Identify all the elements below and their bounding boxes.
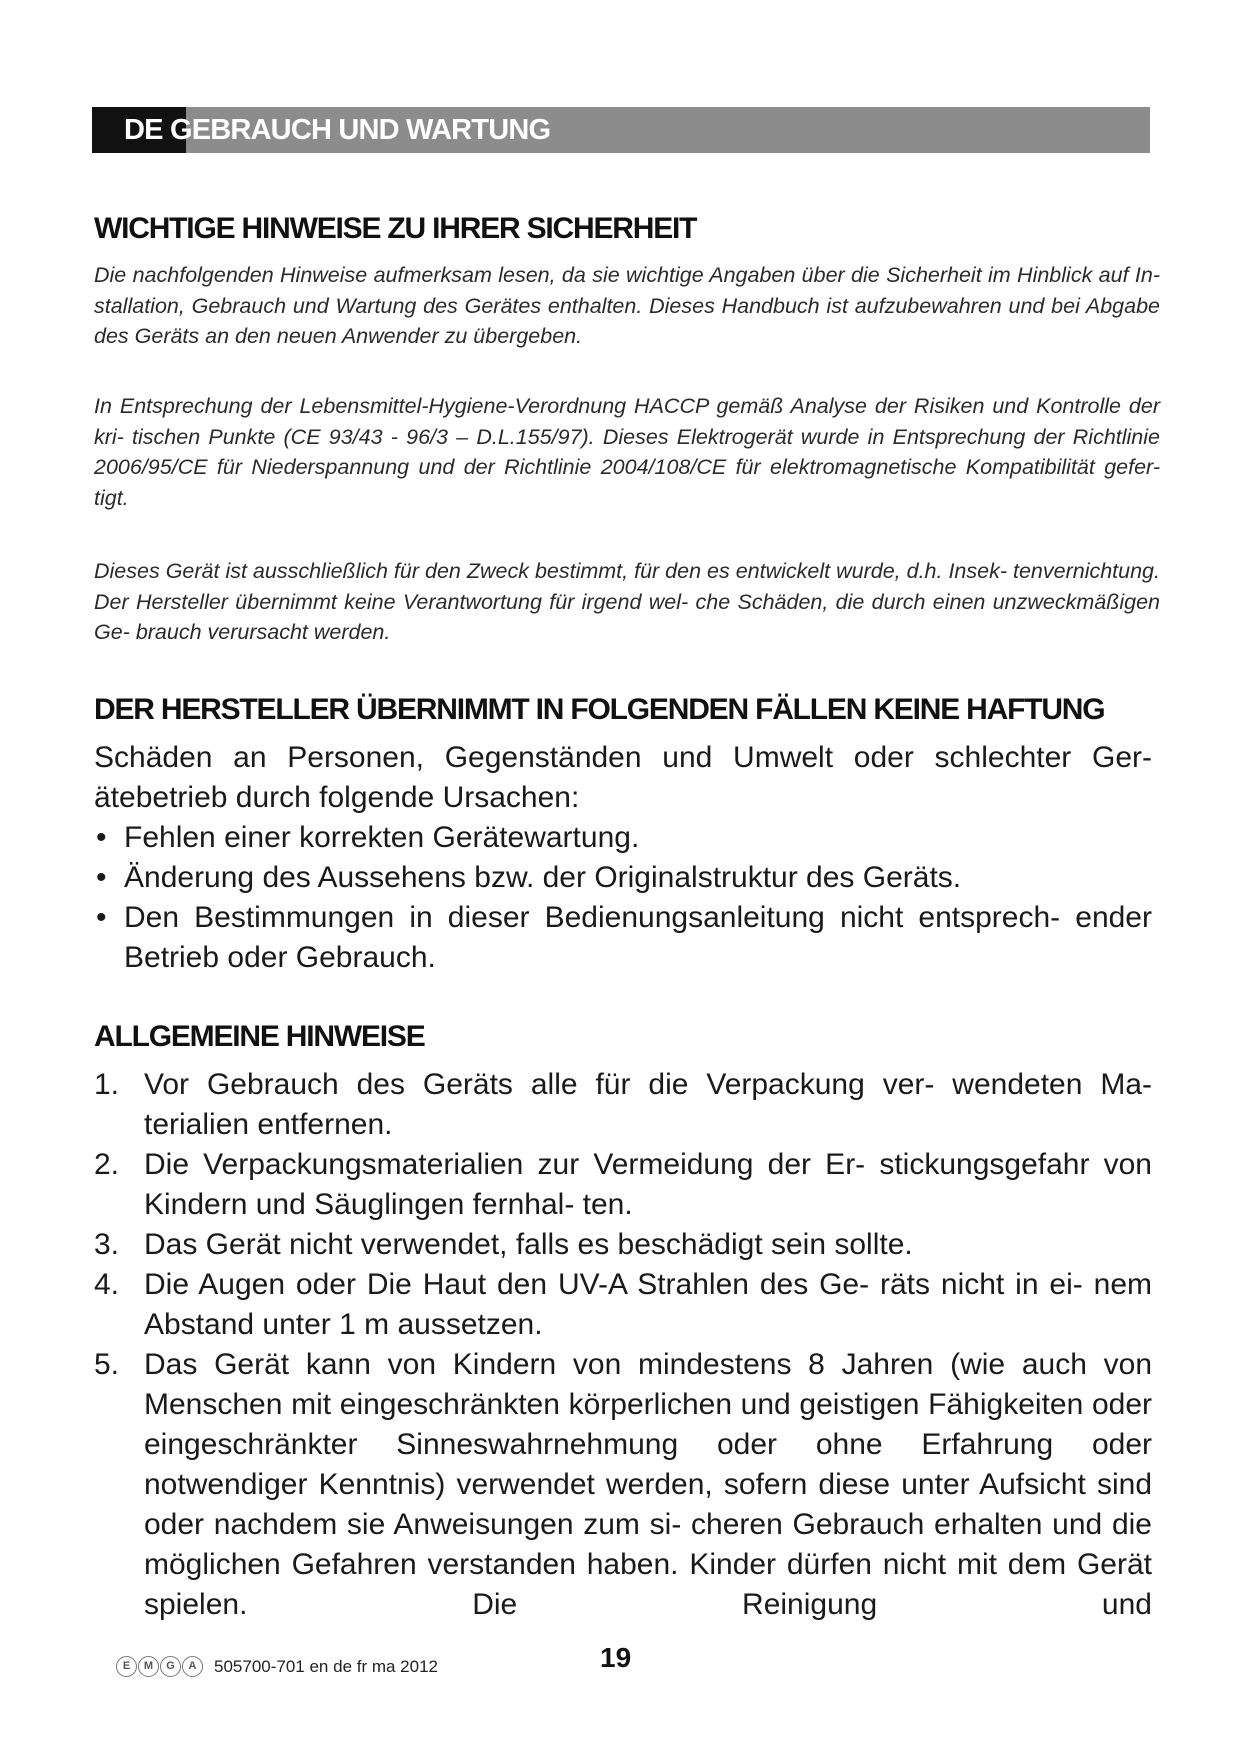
bullet-icon: •: [96, 901, 107, 934]
liability-heading: DER HERSTELLER ÜBERNIMMT IN FOLGENDEN FÄLLEN KEINE HAFTUNG: [94, 693, 1105, 726]
list-item: • Änderung des Aussehens bzw. der Originalstruktur des Geräts.: [94, 858, 1152, 898]
haccp-notice: [94, 391, 1160, 513]
intended-use-paragraph: Dieses Gerät ist ausschließlich für den Zweck bestimmt, für den es entwickelt wurde, d.h. Insek- tenvernichtung. Der Hersteller übernimmt keine Verantwortung für irgend wel- che Schäden, die durch einen unzweckmäßigen Ge- brauch verursacht werden.: [94, 559, 1160, 644]
general-notes-section: [94, 1065, 1152, 1625]
list-item: 3. Das Gerät nicht verwendet, falls es beschädigt sein sollte.: [94, 1228, 913, 1261]
list-item: 4. Die Augen oder Die Haut den UV-A Strahlen des Ge- räts nicht in ei- nem Abstand unter 1 m aussetzen.: [94, 1268, 1152, 1341]
bullet-icon: •: [96, 861, 107, 894]
section-header-bar: [92, 107, 1150, 153]
document-code: 505700-701 en de fr ma 2012: [214, 1656, 439, 1676]
list-item: 5. Das Gerät kann von Kindern von mindestens 8 Jahren (wie auch von Menschen mit eingeschränkten körperlichen und geistigen Fähigkeiten oder eingeschränkter Sinneswahrnehmung oder ohne Erfahrung oder notwendiger Kenntnis) verwendet werden, sofern diese unter Aufsicht sind oder nachdem sie Anweisungen zum si- cheren Gebrauch erhalten und die möglichen Gefahren verstanden haben. Kinder dürfen nicht mit dem Gerät spielen. Die Reinigung und: [94, 1348, 1152, 1621]
safety-intro: [94, 260, 1160, 352]
bullet-icon: •: [96, 821, 107, 854]
general-notes-heading: ALLGEMEINE HINWEISE: [94, 1020, 425, 1053]
safety-paragraph: Die nachfolgenden Hinweise aufmerksam lesen, da sie wichtige Angaben über die Sicherheit im Hinblick auf In- stallation, Gebrauch und Wartung des Gerätes enthalten. Dieses Handbuch ist aufzubewahren und bei Abgabe des Geräts an den neuen Anwender zu übergeben.: [94, 263, 1160, 348]
intended-use-notice: [94, 556, 1160, 648]
page-number: 19: [600, 1642, 632, 1673]
liability-section: [94, 738, 1152, 978]
list-item: 1. Vor Gebrauch des Geräts alle für die Verpackung ver- wendeten Ma- terialien entfernen.: [94, 1068, 1152, 1141]
list-item: 2. Die Verpackungsmaterialien zur Vermeidung der Er- stickungsgefahr von Kindern und Säuglingen fernhal- ten.: [94, 1148, 1152, 1221]
header-title: DE GEBRAUCH UND WARTUNG: [124, 113, 551, 146]
liability-lead: Schäden an Personen, Gegenständen und Umwelt oder schlechter Ger- ätebetrieb durch folgende Ursachen:: [94, 741, 1152, 814]
page-footer: [116, 1656, 438, 1677]
list-item: • Fehlen einer korrekten Gerätewartung.: [94, 818, 1152, 858]
safety-heading: WICHTIGE HINWEISE ZU IHRER SICHERHEIT: [94, 212, 697, 245]
emga-logo-icon: E M G A: [116, 1656, 204, 1677]
general-notes-list: [94, 1065, 1152, 1625]
haccp-paragraph: In Entsprechung der Lebensmittel-Hygiene-Verordnung HACCP gemäß Analyse der Risiken und Kontrolle der kri- tischen Punkte (CE 93/43 - 96/3 – D.L.155/97). Dieses Elektrogerät wurde in Entsprechung der Richtlinie 2006/95/CE für Niederspannung und der Richtlinie 2004/108/CE für elektromagnetische Kompatibilität gefer- tigt.: [94, 394, 1160, 510]
list-item: • Den Bestimmungen in dieser Bedienungsanleitung nicht entsprech- ender Betrieb oder Gebrauch.: [94, 898, 1152, 978]
liability-list: [94, 818, 1152, 978]
